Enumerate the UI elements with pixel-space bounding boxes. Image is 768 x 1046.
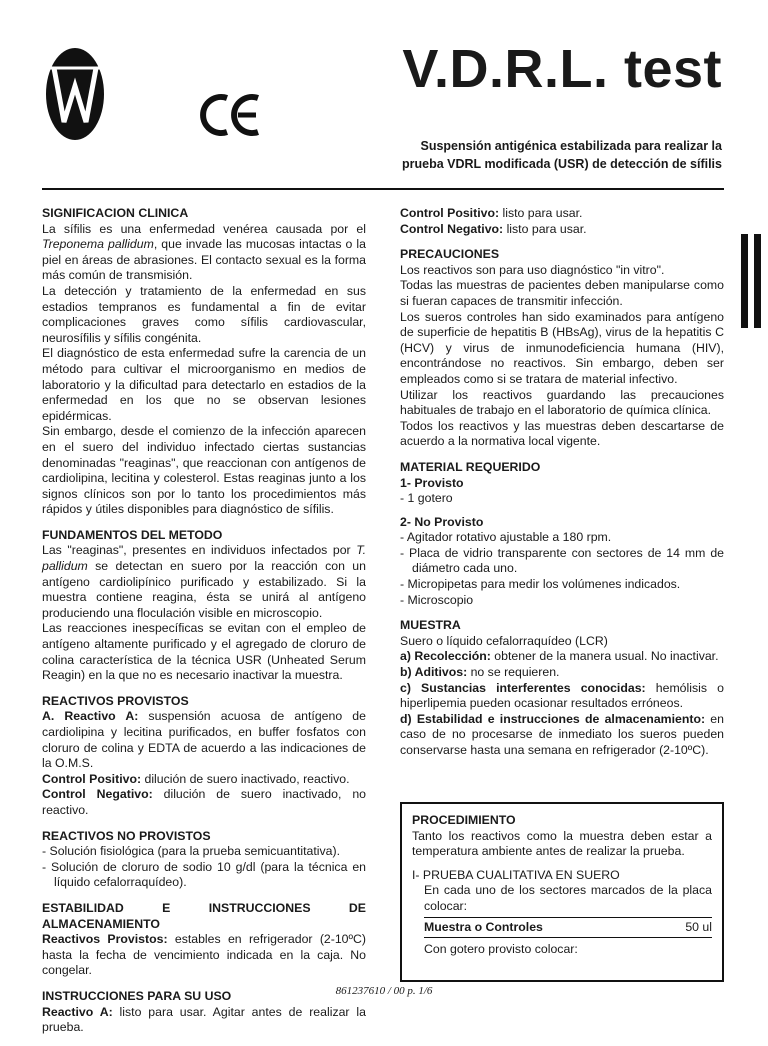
- subheading: 2- No Provisto: [400, 514, 484, 529]
- paragraph: En cada uno de los sectores marcados de la placa colocar:: [424, 883, 712, 913]
- text: La sífilis es una enfermedad venérea causada por el: [42, 221, 366, 236]
- section-precautions: [400, 247, 724, 450]
- section-controls: [400, 206, 724, 237]
- text: estables en refrigerador (2-10ºC) hasta la fecha de vencimiento indicada en la caja. No congelar.: [42, 932, 366, 978]
- list-item: - Micropipetas para medir los volúmenes indicados.: [400, 577, 681, 592]
- section-heading: PRECAUCIONES: [400, 247, 500, 262]
- text: listo para usar.: [503, 221, 587, 236]
- paragraph: Sin embargo, desde el comienzo de la infección aparecen en el suero del individuo infectado ciertas sustancias denominadas "reaginas", que reaccionan con antígenos de cardiolipina, lecitina y colesterol. Estas reaginas junto a los signos clínicos son por lo tanto los procedimientos más rápidos y útiles disponibles para diagnóstico de sífilis.: [42, 424, 366, 517]
- text: dilución de suero inactivado, reactivo.: [141, 771, 350, 786]
- label: Control Negativo:: [400, 221, 504, 236]
- header-divider: [42, 188, 724, 190]
- list-item: - Solución de cloruro de sodio 10 g/dl (para la técnica en líquido cefalorraquídeo).: [42, 859, 366, 890]
- section-heading: INSTRUCCIONES PARA SU USO: [42, 988, 232, 1003]
- section-heading: FUNDAMENTOS DEL METODO: [42, 527, 223, 542]
- paragraph: Los sueros controles han sido examinados para antígeno de superficie de hepatitis B (HBsAg), virus de la hepatitis C (HCV) y virus de inmunodeficiencia humana (HIV), encontrándose no reactivos. Sin embargo, deben ser empleados como si se tratara de material infectivo.: [400, 309, 724, 386]
- paragraph: Todos los reactivos y las muestras deben descartarse de acuerdo a la normativa local vigente.: [400, 418, 724, 449]
- paragraph: [42, 932, 366, 979]
- paragraph: Las reacciones inespecíficas se evitan con el empleo de antígeno altamente purificado y el agregado de cloruro de colina característica de la técnica USR (Unheated Serum Reagin) en la que no es necesario inactivar la muestra.: [42, 621, 366, 683]
- paragraph: [42, 222, 366, 284]
- paragraph: El diagnóstico de esta enfermedad sufre la carencia de un método para cultivar el microorganismo en medios de laboratorio y la dificultad para detectarlo en estadios de la enfermedad en los que no se observan lesiones epidérmicas.: [42, 346, 366, 423]
- paragraph: [400, 665, 724, 681]
- label: d) Estabilidad e instrucciones de almacenamiento:: [400, 711, 706, 726]
- section-heading: MUESTRA: [400, 618, 461, 633]
- paragraph: [42, 1005, 366, 1036]
- left-column: [42, 206, 366, 1046]
- label: Control Negativo:: [42, 787, 153, 802]
- section-provided: [42, 694, 366, 819]
- text: , que invade las mucosas intactas o la piel en áreas de abrasiones. El contacto sexual es la forma más común de transmisión.: [42, 237, 366, 283]
- section-not-provided: [42, 829, 366, 891]
- text: obtener de la manera usual. No inactivar.: [490, 649, 719, 664]
- page-footer: 861237610 / 00 p. 1/6: [335, 985, 433, 997]
- table-label: Muestra o Controles: [424, 919, 543, 934]
- label: Reactivo A:: [42, 1004, 113, 1019]
- species-name: Treponema pallidum: [42, 237, 154, 252]
- text: dilución de suero inactivado, no reactivo.: [42, 787, 367, 817]
- text: en caso de no procesarse de inmediato los sueros pueden conservarse hasta una semana en refrigerador (2-10ºC).: [400, 711, 724, 757]
- label: Control Positivo:: [42, 771, 142, 786]
- label: Reactivos Provistos:: [42, 932, 168, 947]
- paragraph: [400, 712, 724, 759]
- section-heading: REACTIVOS PROVISTOS: [42, 693, 189, 708]
- label: Control Positivo:: [400, 206, 500, 220]
- paragraph: [400, 649, 724, 665]
- page-title: V.D.R.L. test: [402, 39, 722, 99]
- paragraph: Los reactivos son para uso diagnóstico "in vitro".: [400, 262, 665, 277]
- paragraph: [400, 681, 724, 712]
- paragraph: [42, 787, 366, 818]
- procedure-box: [400, 802, 724, 982]
- table-value: 50 ul: [685, 919, 712, 934]
- species-name: T. pallidum: [42, 543, 366, 574]
- paragraph: [42, 709, 366, 771]
- paragraph: Todas las muestras de pacientes deben manipularse como si fueran capaces de transmitir infección.: [400, 278, 724, 308]
- section-heading: ESTABILIDAD E INSTRUCCIONES DE ALMACENAMIENTO: [42, 900, 366, 931]
- label: b) Aditivos:: [400, 665, 468, 680]
- section-heading: REACTIVOS NO PROVISTOS: [42, 828, 211, 843]
- section-method: [42, 528, 366, 684]
- text: hemólisis o hiperlipemia pueden ocasionar resultados erróneos.: [400, 680, 724, 711]
- list-item: - Placa de vidrio transparente con sectores de 14 mm de diámetro cada uno.: [400, 545, 724, 576]
- list-item: - 1 gotero: [400, 491, 453, 506]
- text: suspensión acuosa de antígeno de cardiolipina y lecitina purificados, en buffer fosfatos con cloruro de colina y EDTA de acuerdo a las indicaciones de la O.M.S.: [42, 709, 366, 771]
- section-clinical: [42, 206, 366, 518]
- page-subtitle: Suspensión antigénica estabilizada para realizar la prueba VDRL modificada (USR) de detección de sífilis: [402, 139, 722, 171]
- paragraph: [42, 772, 366, 788]
- paragraph: [400, 222, 724, 238]
- paragraph: La detección y tratamiento de la enfermedad en sus estadios tempranos es fundamental a fin de evitar complicaciones graves como sífilis cardiovascular, neurosífilis y sífilis congénita.: [42, 283, 366, 345]
- section-heading: SIGNIFICACION CLINICA: [42, 206, 189, 220]
- text: listo para usar.: [499, 206, 583, 220]
- paragraph: Suero o líquido cefalorraquídeo (LCR): [400, 633, 608, 648]
- side-marker: [741, 234, 761, 328]
- paragraph: Con gotero provisto colocar:: [424, 942, 578, 957]
- list-item: - Agitador rotativo ajustable a 180 rpm.: [400, 530, 612, 545]
- label: A. Reactivo A:: [42, 709, 139, 724]
- right-column: [400, 206, 724, 769]
- label: a) Recolección:: [400, 649, 491, 664]
- paragraph: [400, 206, 724, 222]
- list-item: - Microscopio: [400, 592, 474, 607]
- text: Las "reaginas", presentes en individuos infectados por: [42, 543, 357, 558]
- section-heading: PROCEDIMIENTO: [412, 813, 516, 827]
- table-row: [424, 917, 712, 939]
- text: listo para usar. Agitar antes de realizar la prueba.: [42, 1004, 366, 1035]
- ce-mark-icon: [200, 92, 262, 138]
- section-material: [400, 460, 724, 608]
- paragraph: Tanto los reactivos como la muestra deben estar a temperatura ambiente antes de realizar la prueba.: [412, 828, 712, 859]
- text: se detectan en suero por la reacción con un antígeno cardiolipínico purificado y estabilizado. Si la muestra contiene reagina, ésta se unirá al antígeno produciendo una floculación visible en microscopio.: [42, 559, 366, 620]
- brand-logo-icon: [44, 46, 106, 142]
- section-storage: [42, 901, 366, 979]
- subheading: 1- Provisto: [400, 475, 464, 490]
- section-sample: [400, 618, 724, 758]
- list-item: - Solución fisiológica (para la prueba semicuantitativa).: [42, 844, 341, 859]
- step-title: I- PRUEBA CUALITATIVA EN SUERO: [412, 867, 620, 882]
- text: no se requieren.: [467, 665, 560, 680]
- label: c) Sustancias interferentes conocidas:: [400, 680, 646, 695]
- paragraph: Utilizar los reactivos guardando las precauciones habituales de trabajo en el laboratorio de química clínica.: [400, 387, 724, 418]
- paragraph: [42, 543, 366, 621]
- section-heading: MATERIAL REQUERIDO: [400, 459, 541, 474]
